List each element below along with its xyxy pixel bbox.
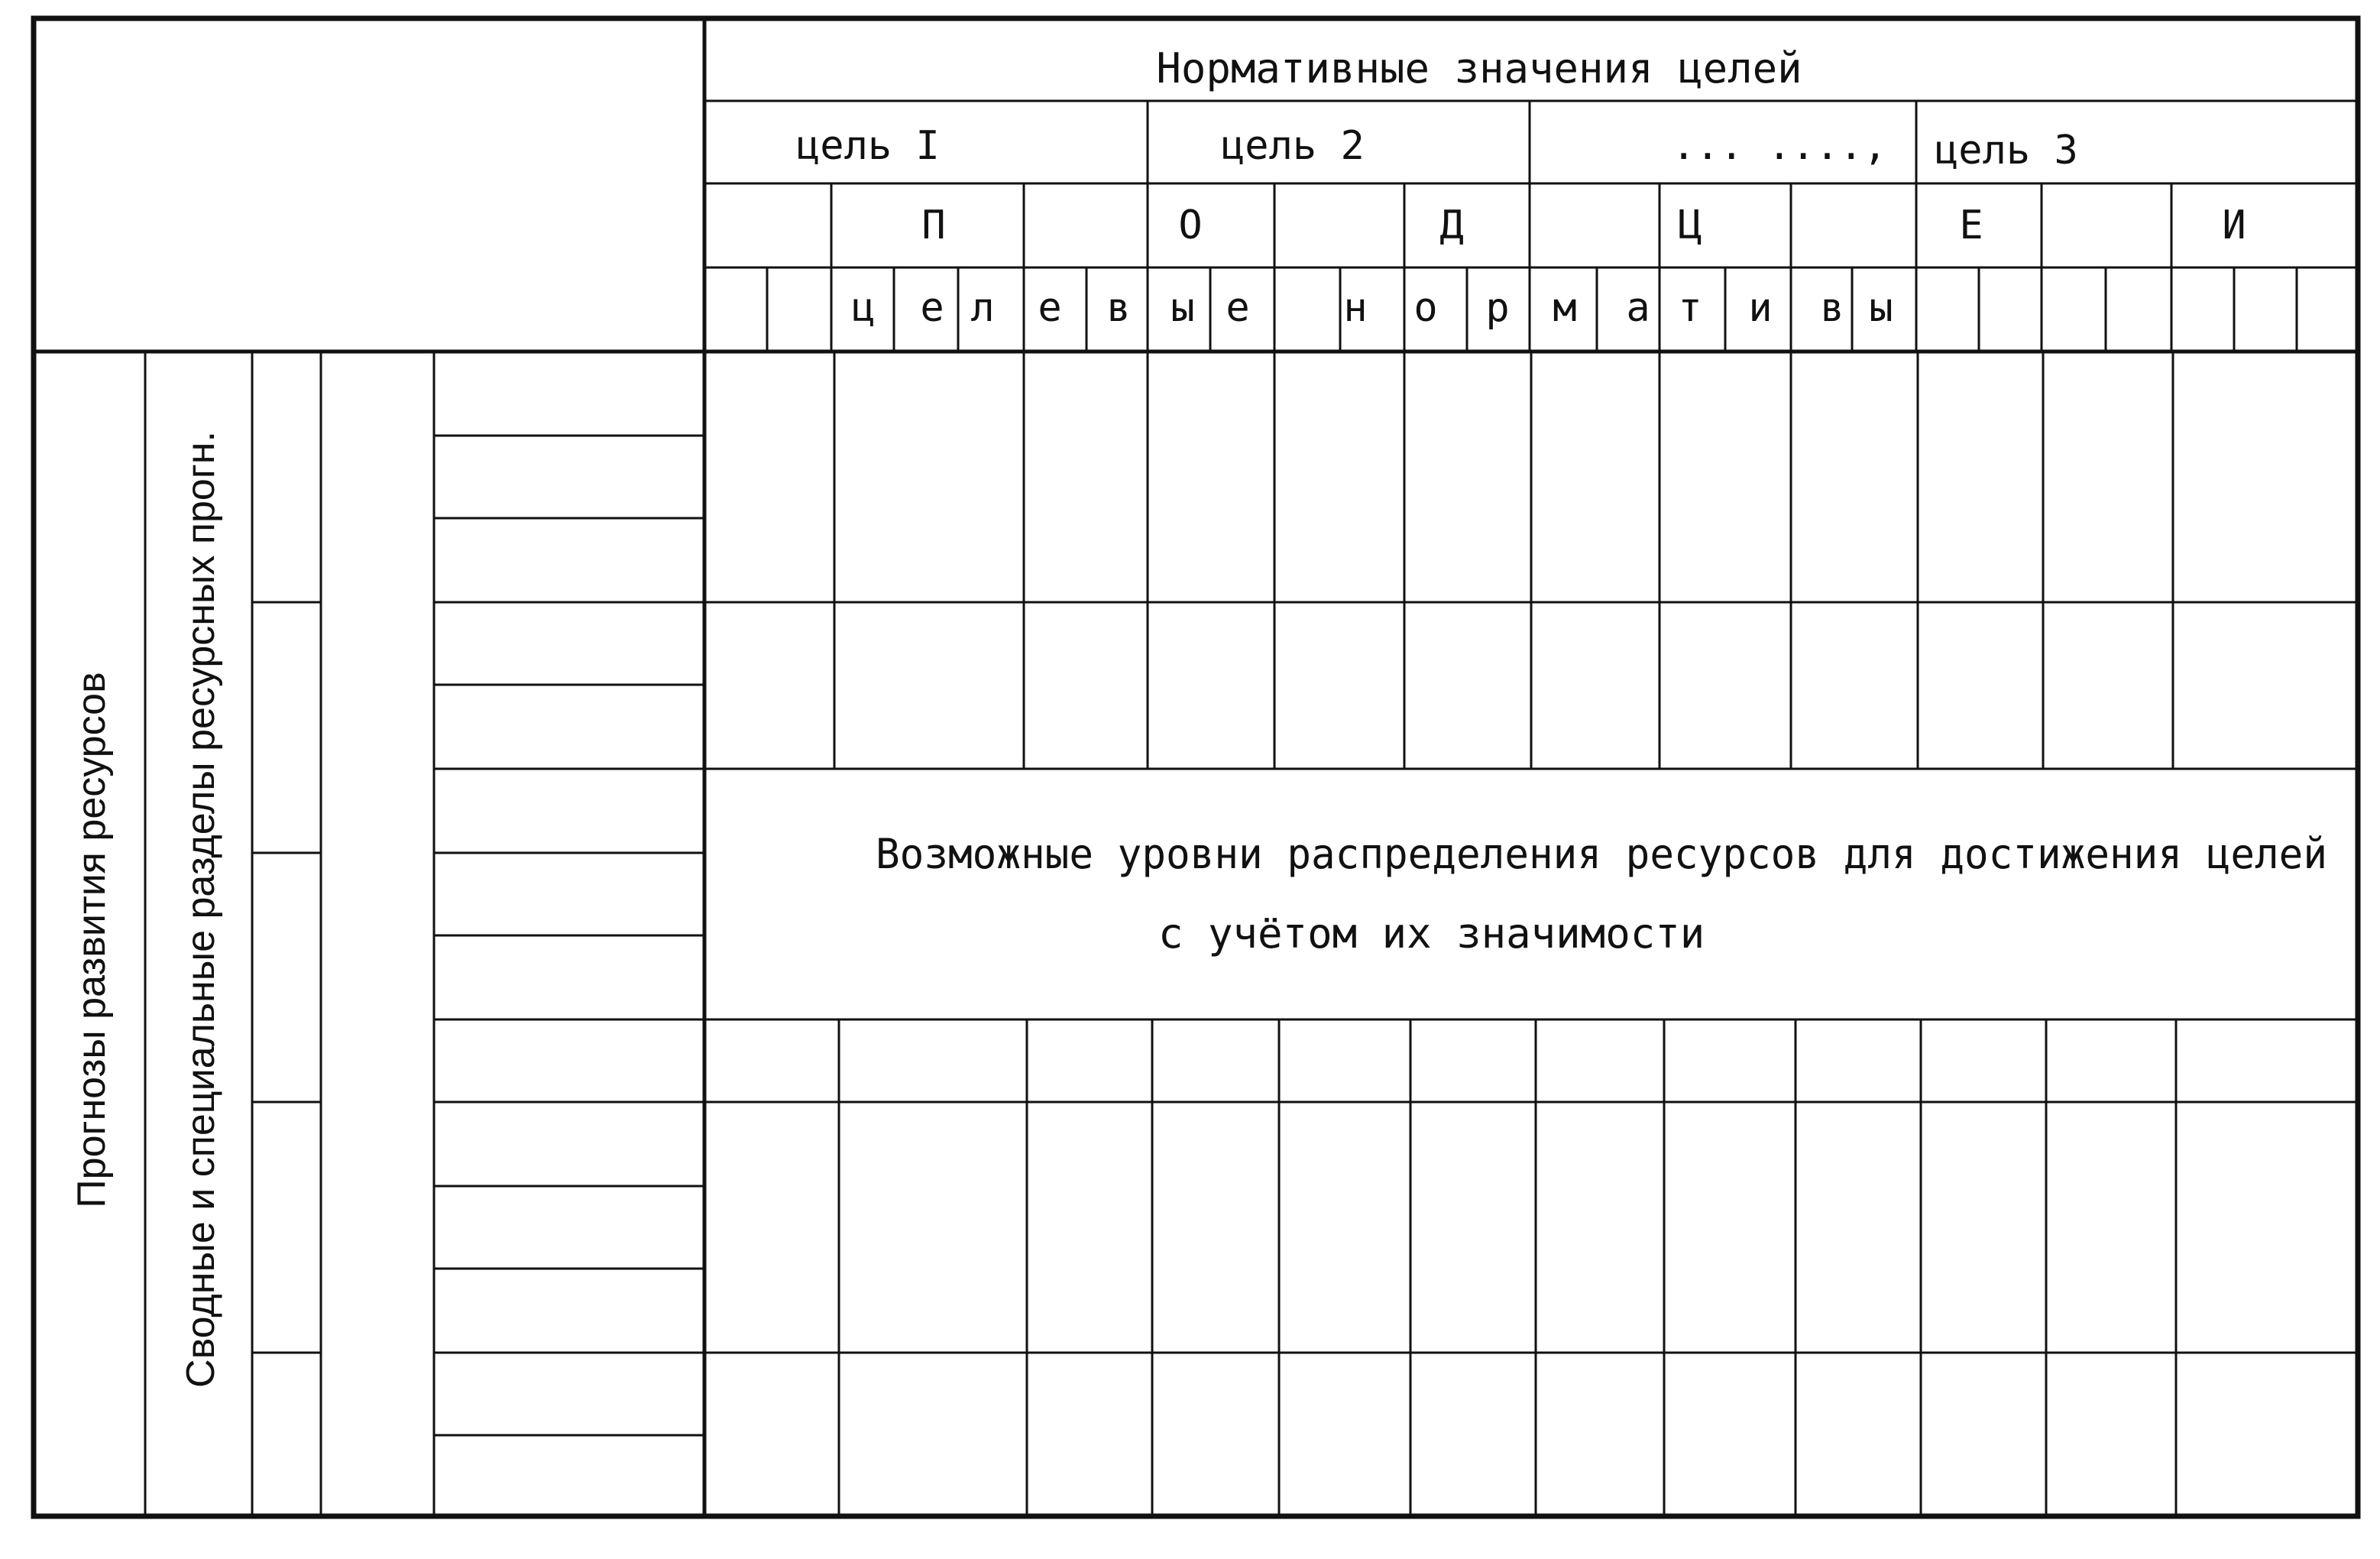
header-rules	[704, 101, 2358, 267]
header-norm-dividers	[767, 267, 2297, 352]
side-group-rules	[252, 602, 321, 1353]
center-note-line-2: с учётом их значимости	[1158, 909, 1705, 958]
inner-side-label: Сводные и специальные разделы ресурсных прогн.	[179, 431, 223, 1388]
norm-letter: ы	[1869, 285, 1893, 331]
norm-letter: и	[1748, 285, 1773, 331]
outer-side-label: Прогнозы развития ресурсов	[70, 672, 114, 1208]
norm-letter: е	[1226, 285, 1250, 331]
norm-letter: а	[1626, 285, 1650, 331]
norm-letter: в	[1820, 285, 1844, 331]
data-column-rules-upper	[834, 352, 2173, 769]
subgoal-letter: И	[2222, 203, 2246, 248]
norm-letter: о	[1413, 285, 1438, 331]
center-note-line-1: Возможные уровни распределения ресурсов для достижения целей	[876, 830, 2327, 878]
subgoal-letter: П	[921, 203, 946, 248]
subgoal-letter: Д	[1439, 203, 1464, 248]
subgoal-letter: О	[1178, 203, 1203, 248]
norm-letter: р	[1485, 285, 1510, 331]
subgoal-letter: Е	[1959, 203, 1983, 248]
goal-label: цель 3	[1935, 128, 2078, 173]
norm-letter: н	[1343, 285, 1368, 331]
side-row-rules	[434, 436, 704, 1435]
norm-letter: т	[1678, 285, 1702, 331]
data-column-rules-lower	[839, 1019, 2176, 1516]
goal-label: цель 2	[1221, 123, 1365, 169]
subgoal-letter: Ц	[1678, 203, 1702, 248]
norm-letter: л	[970, 285, 995, 331]
norm-letters	[851, 285, 1893, 331]
goal-label: цель I	[796, 123, 940, 169]
goal-labels	[796, 123, 2078, 173]
norm-letter: ц	[851, 285, 876, 331]
norm-letter: в	[1106, 285, 1131, 331]
subgoal-letters	[921, 203, 2246, 248]
norm-letter: м	[1553, 285, 1577, 331]
norm-letter: е	[1038, 285, 1062, 331]
goal-label: ... ....,	[1672, 123, 1887, 169]
header-title: Нормативные значения целей	[1156, 44, 1802, 92]
norm-letter: е	[920, 285, 944, 331]
norm-letter: ы	[1171, 285, 1195, 331]
